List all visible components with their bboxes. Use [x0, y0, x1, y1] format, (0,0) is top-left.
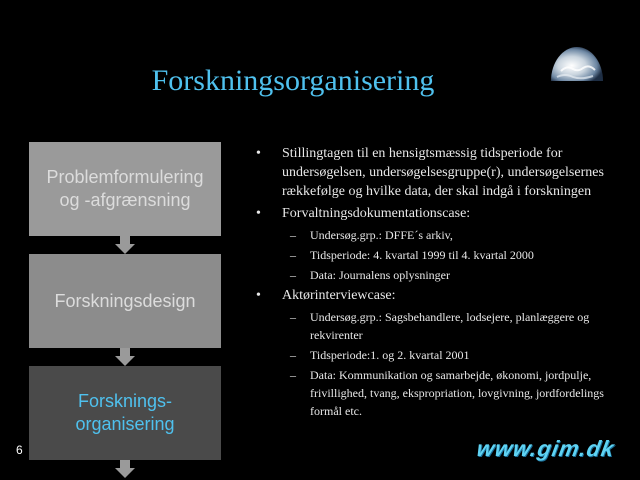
sub-bullet-item — [256, 366, 606, 420]
flow-box-forskningsorganisering — [29, 366, 221, 460]
sub-bullet-item — [256, 308, 606, 344]
dash-icon: – — [290, 310, 296, 324]
dash-icon: – — [290, 368, 296, 382]
dash-icon: – — [290, 248, 296, 262]
bullet-icon: • — [256, 146, 261, 161]
bullet-text: Aktørinterviewcase: — [282, 288, 396, 303]
sub-bullet-text: Tidsperiode:1. og 2. kvartal 2001 — [310, 348, 470, 362]
dash-icon: – — [290, 348, 296, 362]
earth-image — [549, 43, 605, 81]
flow-box-problemformulering — [29, 142, 221, 236]
sub-bullet-text: Undersøg.grp.: Sagsbehandlere, lodsejere, planlæggere og rekvirenter — [310, 310, 590, 342]
sub-bullet-text: Tidsperiode: 4. kvartal 1999 til 4. kvartal 2000 — [310, 248, 534, 262]
dash-icon: – — [290, 268, 296, 282]
down-arrow-icon — [115, 348, 135, 366]
bullet-item — [256, 204, 606, 223]
sub-bullet-item — [256, 346, 606, 364]
bullet-text: Forvaltningsdokumentationscase: — [282, 206, 471, 221]
site-logo: www.gim.dk — [474, 436, 617, 461]
dash-icon: – — [290, 228, 296, 242]
bullet-item — [256, 286, 606, 305]
bullet-item — [256, 144, 606, 201]
bullet-text: Stillingtagen til en hensigtsmæssig tidsperiode for undersøgelsen, undersøgelsesgruppe(r), undersøgelsernes rækkefølge og hvilke data, der skal indgå i forskningen — [282, 146, 604, 199]
sub-bullet-item — [256, 226, 606, 244]
flow-box-forskningsdesign — [29, 254, 221, 348]
slide-title: Forskningsorganisering — [151, 64, 435, 97]
flow-box-line: og -afgrænsning — [59, 190, 191, 210]
sub-bullet-item — [256, 246, 606, 264]
sub-bullet-item — [256, 266, 606, 284]
page-number: 6 — [16, 443, 23, 457]
sub-bullet-text: Undersøg.grp.: DFFE´s arkiv, — [310, 228, 453, 242]
flow-box-line: Forsknings- — [77, 391, 173, 411]
flow-box-line: Forskningsdesign — [54, 290, 196, 311]
bullet-icon: • — [256, 206, 261, 221]
flow-box-line: Problemformulering — [46, 167, 204, 187]
down-arrow-icon — [115, 460, 135, 478]
bullet-list — [256, 144, 606, 422]
sub-bullet-text: Data: Journalens oplysninger — [310, 268, 450, 282]
bullet-icon: • — [256, 288, 261, 303]
down-arrow-icon — [115, 236, 135, 254]
sub-bullet-text: Data: Kommunikation og samarbejde, økonomi, jordpulje, frivillighed, tvang, ekspropriation, lovgivning, jordfordelings formål etc. — [310, 368, 604, 418]
flow-box-line: organisering — [75, 414, 175, 434]
